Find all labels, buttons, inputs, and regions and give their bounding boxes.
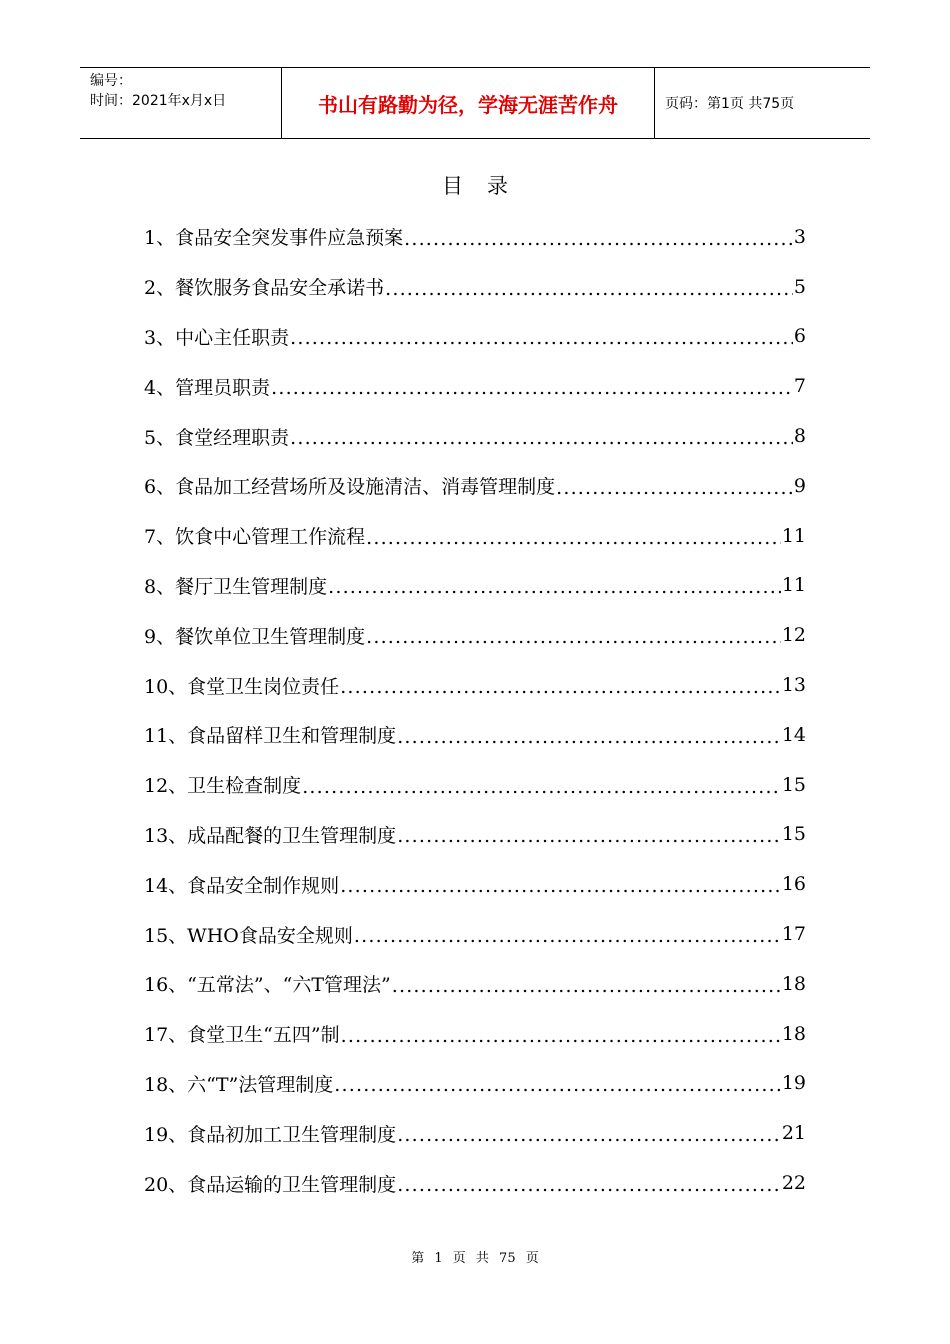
- toc-dot-leader: [340, 676, 781, 698]
- toc-entry[interactable]: [144, 561, 806, 611]
- toc-entry-label: 2、餐饮服务食品安全承诺书: [144, 277, 385, 300]
- toc-dot-leader: [397, 825, 781, 847]
- toc-dot-leader: [366, 527, 781, 549]
- toc-entry-label: 13、成品配餐的卫生管理制度: [144, 824, 397, 847]
- toc-entry-label: 3、中心主任职责: [144, 326, 290, 349]
- toc-entry-page: 18: [781, 972, 806, 995]
- toc-entry-label: 15、WHO食品安全规则: [144, 924, 353, 947]
- toc-dot-leader: [397, 1124, 781, 1146]
- toc-entry-page: 3: [793, 225, 806, 248]
- toc-dot-leader: [385, 278, 793, 300]
- toc-dot-leader: [354, 925, 781, 947]
- toc-dot-leader: [290, 327, 793, 349]
- toc-entry[interactable]: [144, 810, 806, 860]
- toc-dot-leader: [334, 1074, 781, 1096]
- toc-entry-page: 19: [781, 1072, 806, 1095]
- toc-entry-label: 12、卫生检查制度: [144, 775, 302, 798]
- toc-entry[interactable]: [144, 660, 806, 710]
- toc-dot-leader: [302, 776, 781, 798]
- toc-dot-leader: [366, 626, 781, 648]
- toc-dot-leader: [397, 726, 781, 748]
- toc-entry-page: 12: [781, 624, 806, 647]
- toc-entry-label: 20、食品运输的卫生管理制度: [144, 1173, 397, 1196]
- toc-entry-page: 11: [781, 524, 806, 547]
- toc-entry-label: 10、食堂卫生岗位责任: [144, 675, 340, 698]
- document-date-label: 时间：2021年x月x日: [90, 93, 227, 109]
- table-of-contents: [144, 212, 806, 1208]
- toc-entry-page: 15: [781, 823, 806, 846]
- toc-entry[interactable]: [144, 1108, 806, 1158]
- toc-entry[interactable]: [144, 710, 806, 760]
- toc-dot-leader: [404, 228, 793, 250]
- header-meta: [80, 68, 282, 138]
- toc-entry-label: 7、饮食中心管理工作流程: [144, 526, 366, 549]
- toc-entry-page: 16: [781, 873, 806, 896]
- toc-entry-label: 18、六“T”法管理制度: [144, 1073, 334, 1096]
- header-page-info: 页码：第1页 共75页: [665, 96, 795, 112]
- toc-entry[interactable]: [144, 262, 806, 312]
- toc-entry[interactable]: [144, 461, 806, 511]
- toc-entry-label: 16、“五常法”、“六T管理法”: [144, 974, 391, 997]
- page-header: [80, 67, 870, 139]
- toc-entry-page: 7: [793, 375, 806, 398]
- toc-dot-leader: [340, 875, 781, 897]
- toc-entry[interactable]: [144, 1009, 806, 1059]
- toc-entry-label: 14、食品安全制作规则: [144, 874, 340, 897]
- toc-entry[interactable]: [144, 1059, 806, 1109]
- toc-entry-label: 1、食品安全突发事件应急预案: [144, 227, 404, 250]
- toc-entry-label: 17、食堂卫生“五四”制: [144, 1024, 340, 1047]
- toc-entry-page: 17: [781, 923, 806, 946]
- toc-entry[interactable]: [144, 760, 806, 810]
- header-motto: 书山有路勤为径，学海无涯苦作舟: [282, 68, 655, 138]
- toc-entry-label: 11、食品留样卫生和管理制度: [144, 725, 397, 748]
- toc-dot-leader: [392, 975, 781, 997]
- toc-entry-label: 6、食品加工经营场所及设施清洁、消毒管理制度: [144, 476, 556, 499]
- toc-entry[interactable]: [144, 411, 806, 461]
- toc-entry[interactable]: [144, 212, 806, 262]
- page-footer: 第 1 页 共 75 页: [411, 1251, 539, 1266]
- toc-entry-page: 21: [781, 1122, 806, 1145]
- document-number-label: 编号：: [90, 73, 132, 89]
- toc-entry-page: 22: [781, 1172, 806, 1195]
- toc-entry-page: 15: [781, 773, 806, 796]
- toc-entry[interactable]: [144, 511, 806, 561]
- toc-entry[interactable]: [144, 361, 806, 411]
- toc-entry-label: 5、食堂经理职责: [144, 426, 290, 449]
- toc-dot-leader: [290, 427, 793, 449]
- toc-entry-page: 5: [793, 275, 806, 298]
- toc-dot-leader: [328, 576, 781, 598]
- toc-entry-label: 9、餐饮单位卫生管理制度: [144, 625, 366, 648]
- toc-entry[interactable]: [144, 909, 806, 959]
- toc-dot-leader: [271, 377, 793, 399]
- toc-entry-page: 14: [781, 723, 806, 746]
- toc-entry-page: 6: [793, 325, 806, 348]
- toc-entry[interactable]: [144, 610, 806, 660]
- toc-entry-label: 8、餐厅卫生管理制度: [144, 575, 328, 598]
- toc-entry-page: 18: [781, 1022, 806, 1045]
- toc-dot-leader: [556, 477, 793, 499]
- toc-entry[interactable]: [144, 312, 806, 362]
- toc-dot-leader: [397, 1174, 781, 1196]
- toc-entry-page: 9: [793, 474, 806, 497]
- toc-entry[interactable]: [144, 1158, 806, 1208]
- toc-entry-label: 19、食品初加工卫生管理制度: [144, 1123, 397, 1146]
- toc-title: 目录: [442, 174, 532, 198]
- toc-entry-page: 13: [781, 674, 806, 697]
- toc-dot-leader: [341, 1025, 781, 1047]
- toc-entry-page: 8: [793, 425, 806, 448]
- toc-entry-label: 4、管理员职责: [144, 376, 271, 399]
- toc-entry[interactable]: [144, 859, 806, 909]
- toc-entry-page: 11: [781, 574, 806, 597]
- toc-entry[interactable]: [144, 959, 806, 1009]
